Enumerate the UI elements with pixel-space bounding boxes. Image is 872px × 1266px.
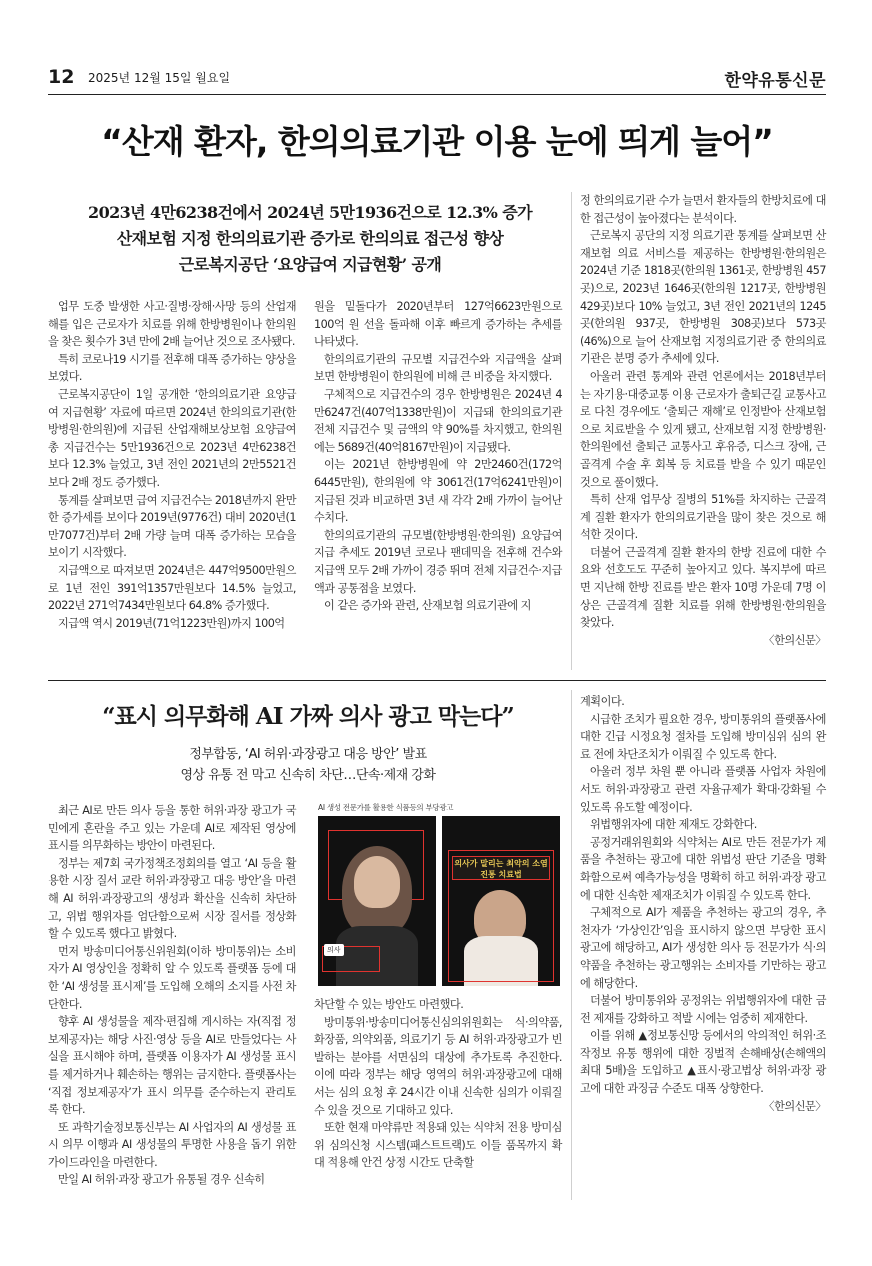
paragraph: 시급한 조치가 필요한 경우, 방미통위의 플랫폼사에 대한 긴급 시정요청 절차를 도입해 방미심위 심의 완료 전에 차단조치가 이뤄질 수 있도록 한다. <box>580 712 826 761</box>
figure-panel-left <box>318 816 436 986</box>
paragraph: 특히 코로나19 시기를 전후해 대폭 증가하는 양상을 보였다. <box>48 352 296 384</box>
figure-caption: AI 생성 전문가를 활용한 식품등의 부당광고 <box>318 803 454 812</box>
column-divider <box>571 690 572 1200</box>
article1-credit: 〈한의신문〉 <box>763 633 826 647</box>
highlight-frame <box>448 850 554 982</box>
paragraph: 한의의료기관의 규모별(한방병원·한의원) 요양급여 지급 추세도 2019년 코로나 팬데믹을 전후해 건수와 지급액 모두 2배 가까이 경증 뛰며 전체 지급건수·지급액과 공통점을 보였다. <box>314 528 562 595</box>
article1-column-2 <box>314 298 562 615</box>
article1-subhead: 근로복지공단 ‘요양급여 지급현황’ 공개 <box>178 255 442 274</box>
page-number: 12 <box>48 66 75 88</box>
article2-subhead: 정부합동, ‘AI 허위·과장광고 대응 방안’ 발표 <box>189 747 427 762</box>
presenter-face <box>354 856 400 908</box>
paragraph: 업무 도중 발생한 사고·질병·장해·사망 등의 산업재해를 입은 근로자가 치료를 위해 한방병원이나 한의원을 찾은 횟수가 3년 만에 2배 늘어난 것으로 조사됐다. <box>48 300 296 349</box>
article1-column-1 <box>48 298 296 632</box>
paragraph: 아울러 정부 차원 뿐 아니라 플랫폼 사업자 차원에서도 허위·과장광고 관련 자율규제가 확대·강화될 수 있도록 유도할 예정이다. <box>580 765 826 814</box>
publication-name: 한약유통신문 <box>724 71 826 91</box>
article1-headline: “산재 환자, 한의의료기관 이용 눈에 띄게 늘어” <box>101 122 773 161</box>
paragraph: 아울러 관련 통계와 관련 언론에서는 2018년부터는 자기용·대중교통 이용 근로자가 출퇴근길 교통사고로 다친 경우에도 ‘출퇴근 재해’로 인정받아 산재보험으로 치료받을 수 있게 됐고, 산재보험 지정 한방병원·한의원에선 출퇴근 교통사고 후유증, 디스크 장애, 근골격계 수술 후 회복 등 치료를 받을 수 있기 때문인 것으로 풀이했다. <box>580 369 826 489</box>
article2-column-1 <box>48 802 296 1189</box>
paragraph: 구체적으로 AI가 제품을 추천하는 광고의 경우, 추천자가 ‘가상인간’임을 표시하지 않으면 부당한 표시광고에 해당하고, AI가 생성한 의사 등 전문가가 식·의약품을 추천하는 광고행위는 소비자를 기만하는 광고에 해당한다. <box>580 906 826 990</box>
paragraph: 특히 산재 업무상 질병의 51%를 차지하는 근골격계 질환 환자가 한의의료기관을 많이 찾은 것으로 해석한 것이다. <box>580 493 826 542</box>
ai-ad-figure <box>314 802 564 986</box>
paragraph: 계획이다. <box>580 695 625 708</box>
article1-subhead: 산재보험 지정 한의의료기관 증가로 한의의료 접근성 향상 <box>116 229 504 248</box>
paragraph: 또한 현재 마약류만 적용돼 있는 식약처 전용 방미심위 심의신청 시스템(패스트트랙)도 이들 품목까지 확대 적용해 안건 상정 시간도 단축할 <box>314 1121 562 1170</box>
paragraph: 지급액 역시 2019년(71억1223만원)까지 100억 <box>58 616 285 630</box>
paragraph: 이를 위해 ▲정보통신망 등에서의 악의적인 허위·조작정보 유통 행위에 대한 징벌적 손해배상(손해액의 최대 5배)을 도입하고 ▲표시·광고법상 허위·과장 광고에 대한 과징금 수준도 대폭 상향한다. <box>580 1029 826 1096</box>
paragraph: 통계를 살펴보면 급여 지급건수는 2018년까지 완만한 증가세를 보이다 2019년(9776건) 대비 2020년(1만7077건)부터 2배 가량 늘며 대폭 증가하는 모습을 보이기 시작했다. <box>48 493 296 560</box>
paragraph: 정부는 제7회 국가정책조정회의를 열고 ‘AI 등을 활용한 시장 질서 교란 허위·과장광고 대응 방안’을 마련해 AI 허위·과장광고의 생성과 확산을 신속히 차단하고, 위법 행위자를 엄단함으로써 시장 질서를 정상화할 수 있도록 했다고 밝혔다. <box>48 856 296 941</box>
paragraph: 최근 AI로 만든 의사 등을 통한 허위·과장 광고가 국민에게 혼란을 주고 있는 가운데 AI로 제작된 영상에 표시를 의무화하는 방안이 마련된다. <box>48 804 296 853</box>
paragraph: 또 과학기술정보통신부는 AI 사업자의 AI 생성물 표시 의무 이행과 AI 생성물의 투명한 사용을 돕기 위한 가이드라인을 마련한다. <box>48 1120 296 1169</box>
article2-subhead: 영상 유통 전 막고 신속히 차단…단속·제재 강화 <box>180 768 436 783</box>
paragraph: 더불어 근골격계 질환 환자의 한방 진료에 대한 수요와 선호도도 꾸준히 높아지고 있다. 복지부에 따르면 지난해 한방 진료를 받은 환자 10명 가운데 7명 이상은 근골격계 질환 치료를 위해 한방병원·한의원을 찾았다. <box>580 545 826 630</box>
article2-column-2 <box>314 996 562 1172</box>
paragraph: 차단할 수 있는 방안도 마련했다. <box>314 998 464 1011</box>
column-divider <box>571 192 572 670</box>
paragraph: 근로복지공단이 1일 공개한 ‘한의의료기관 요양급여 지급현황’ 자료에 따르면 2024년 한의의료기관(한방병원·한의원)에 지급된 산업재해보상보험 요양급여 총 지급건수는 5만1936건으로 2023년 4만6238건보다 12.3% 늘었고, 3년 전인 2021년의 2만5521건보다 2배 정도 증가했다. <box>48 387 296 489</box>
paragraph: 이는 2021년 한방병원에 약 2만2460건(172억6445만원), 한의원에 약 3061건(17억6241만원)이 지급된 것과 비교하면 3년 새 각각 2배 가까이 늘어난 수치다. <box>314 458 562 525</box>
paragraph: 지급액으로 따져보면 2024년은 447억9500만원으로 1년 전인 391억1357만원보다 14.5% 늘었고, 2022년 271억7434만원보다 64.8% 증가했다. <box>48 563 296 613</box>
figure-label: 의사 <box>324 944 344 956</box>
paragraph: 방미통위·방송미디어통신심의위원회는 식·의약품, 화장품, 의약외품, 의료기기 등 AI 허위·과장광고가 빈발하는 분야를 서면심의 대상에 추가토록 추진한다. 이에 따라 정부는 해당 영역의 허위·과장광고에 대해서는 심의 요청 후 24시간 이내 신속한 심의가 이뤄질 수 있을 것으로 기대하고 있다. <box>314 1015 562 1117</box>
article1-column-3 <box>580 192 826 649</box>
section-divider <box>48 680 826 681</box>
article1-subheads <box>48 200 572 278</box>
paragraph: 근로복지 공단의 지정 의료기관 통계를 살펴보면 산재보험 의료 서비스를 제공하는 한방병원·한의원은 2024년 기준 1818곳(한의원 1361곳, 한방병원 457곳)으로, 2023년 1646곳(한의원 1217곳, 한방병원 429곳)보다 10% 늘었고, 3년 전인 2021년의 1245곳(한의원 937곳, 한방병원 308곳)보다 573곳(46%)으로 늘어 산재보험 지정의료기관 중 한의의료기관은 분명 증가 추세에 있다. <box>580 229 826 366</box>
paragraph: 원을 밑돌다가 2020년부터 127억6623만원으로 100억 원 선을 돌파해 이후 빠르게 증가하는 추세를 나타냈다. <box>314 300 562 349</box>
page-header <box>48 62 826 92</box>
article2-headline: “표시 의무화해 AI 가짜 의사 광고 막는다” <box>102 703 514 730</box>
article1-subhead: 2023년 4만6238건에서 2024년 5만1936건으로 12.3% 증가 <box>88 203 532 222</box>
paragraph: 정 한의의료기관 수가 늘면서 환자들의 한방치료에 대한 접근성이 높아졌다는 분석이다. <box>580 194 826 225</box>
figure-panel-right <box>442 816 560 986</box>
paragraph: 공정거래위원회와 식약처는 AI로 만든 전문가가 제품을 추천하는 광고에 대한 위법성 판단 기준을 명확화함으로써 예측가능성을 명확히 하고 허위·과장 광고에 대한 신속한 제재조치가 이뤄질 수 있도록 한다. <box>580 835 826 902</box>
article2-subheads <box>48 744 568 786</box>
paragraph: 향후 AI 생성물을 제작·편집해 게시하는 자(직접 정보제공자)는 해당 사진·영상 등을 AI로 만들었다는 사실을 표시해야 하며, 플랫폼 이용자가 AI 생성물 표시를 제거하거나 훼손하는 행위는 금지한다. 플랫폼사는 ‘직접 정보제공자’가 표시 의무를 준수하는지 관리토록 한다. <box>48 1015 296 1117</box>
paragraph: 먼저 방송미디어통신위원회(이하 방미통위)는 소비자가 AI 영상인을 정확히 알 수 있도록 플랫폼 등에 대한 ‘AI 생성물 표시제’를 도입해 오해의 소지를 사전 차단한다. <box>48 944 296 1011</box>
paragraph: 위법행위자에 대한 제재도 강화한다. <box>590 818 757 832</box>
figure-banner: 의사가 말리는 최악의 소염진통 치료법 <box>452 856 550 880</box>
paragraph: 구체적으로 지급건수의 경우 한방병원은 2024년 4만6247건(407억1338만원)이 지급돼 한의의료기관 전체 지급건수 및 금액의 약 90%를 차지했고, 한의원에는 5689건(40억8167만원)이 지급됐다. <box>314 387 562 454</box>
issue-date: 2025년 12월 15일 월요일 <box>88 71 231 85</box>
article2-credit: 〈한의신문〉 <box>763 1099 826 1113</box>
paragraph: 더불어 방미통위와 공정위는 위법행위자에 대한 금전 제재를 강화하고 적발 시에는 엄중히 제재한다. <box>580 994 826 1025</box>
header-divider <box>48 94 826 95</box>
article2-column-3 <box>580 693 826 1115</box>
paragraph: 한의의료기관의 규모별 지급건수와 지급액을 살펴보면 한방병원이 한의원에 비해 큰 비중을 차지했다. <box>314 352 562 384</box>
paragraph: 이 같은 증가와 관련, 산재보험 의료기관에 지 <box>324 599 531 613</box>
paragraph: 만일 AI 허위·과장 광고가 유통될 경우 신속히 <box>58 1173 265 1187</box>
